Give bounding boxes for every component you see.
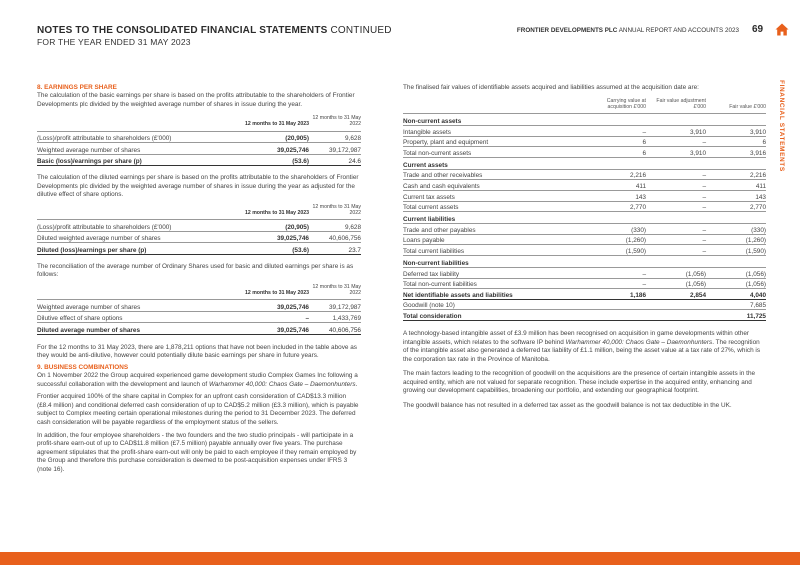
- table-row: Weighted average number of shares 39,025,746 39,172,987: [37, 143, 361, 155]
- col-current-header: 12 months to 31 May 2023: [241, 284, 309, 300]
- col-current-header: 12 months to 31 May 2023: [241, 115, 309, 131]
- page-title: NOTES TO THE CONSOLIDATED FINANCIAL STATEMENTS CONTINUED: [37, 25, 392, 36]
- bc-paragraph-2: Frontier acquired 100% of the share capital in Complex for an upfront cash consideration of CAD$13.3 million (£8.4 million) and conditional deferred cash consideration of up to CAD$5.2 million (£3.3 million), which is payable subject to Complex meeting certain operational milestones during the period to 31 December 2023. The deferred cash consideration will be payable regardless of the employment status of the sellers.: [37, 393, 359, 427]
- table-row: Property, plant and equipment 6 – 6: [403, 136, 766, 147]
- report-name: FRONTIER DEVELOPMENTS PLC ANNUAL REPORT AND ACCOUNTS 2023: [516, 27, 739, 34]
- col-adjust-header: Fair value adjustment £'000: [646, 98, 706, 114]
- table-row: Total current assets 2,770 – 2,770: [403, 201, 766, 212]
- left-column: [37, 84, 361, 475]
- section-side-label[interactable]: FINANCIAL STATEMENTS: [778, 80, 785, 172]
- table-row: Total consideration 11,725: [403, 310, 766, 321]
- eps-intro: The calculation of the basic earnings per share is based on the profits attributable to the shareholders of Frontier Developments plc divided by the weighted average number of shares in issue during the year.: [37, 92, 355, 108]
- col-prior-header: 12 months to 31 May 2022: [309, 204, 361, 220]
- table-row: Cash and cash equivalents 411 – 411: [403, 180, 766, 191]
- diluted-eps-table: [37, 204, 361, 255]
- page-number: 69: [752, 24, 764, 35]
- goodwill-tax-paragraph: The goodwill balance has not resulted in a deferred tax asset as the goodwill balance is not tax deductible in the UK.: [403, 402, 732, 410]
- table-section-header: Non-current assets: [403, 114, 766, 126]
- diluted-intro: The calculation of the diluted earnings per share is based on the profits attributable to the shareholders of Frontier Developments plc divided by the weighted average number of shares in issue during the year as adjusted for the dilutive effect of share options.: [37, 174, 359, 199]
- table-row: Goodwill (note 10) 7,685: [403, 299, 766, 310]
- col-current-header: 12 months to 31 May 2023: [241, 204, 309, 220]
- options-note: For the 12 months to 31 May 2023, there are 1,878,211 options that have not been included in the table above as they would be anti-dilutive, however could potentially dilute basic earnings per share in future years.: [37, 343, 357, 360]
- table-row: Deferred tax liability – (1,056) (1,056): [403, 267, 766, 278]
- table-row: Net identifiable assets and liabilities 1,186 2,854 4,040: [403, 289, 766, 300]
- basic-eps-table: [37, 115, 361, 166]
- col-prior-header: 12 months to 31 May 2022: [309, 115, 361, 131]
- table-row: Diluted average number of shares 39,025,746 40,606,756: [37, 323, 361, 335]
- table-row: Intangible assets – 3,910 3,910: [403, 126, 766, 137]
- business-combinations-heading: 9. BUSINESS COMBINATIONS: [37, 364, 129, 372]
- table-row: (Loss)/profit attributable to shareholders (£'000) (20,905) 9,628: [37, 131, 361, 143]
- table-row: Trade and other payables (330) – (330): [403, 224, 766, 235]
- table-row: (Loss)/profit attributable to shareholders (£'000) (20,905) 9,628: [37, 220, 361, 232]
- table-section-header: Non-current liabilities: [403, 255, 766, 267]
- table-row: Current tax assets 143 – 143: [403, 190, 766, 201]
- table-section-header: Current assets: [403, 157, 766, 169]
- table-row: Total non-current assets 6 3,910 3,916: [403, 147, 766, 158]
- fair-value-rows: [403, 114, 766, 321]
- table-row: Total non-current liabilities – (1,056) (1,056): [403, 278, 766, 289]
- table-row: Basic (loss)/earnings per share (p) (53.6) 24.6: [37, 154, 361, 166]
- eps-heading: 8. EARNINGS PER SHARE: [37, 84, 117, 91]
- fair-value-table: [403, 98, 766, 321]
- recon-intro: The reconciliation of the average number of Ordinary Shares used for basic and diluted earnings per share is as follows:: [37, 262, 354, 279]
- table-row: Weighted average number of shares 39,025,746 39,172,987: [37, 300, 361, 312]
- bc-paragraph-1: On 1 November 2022 the Group acquired experienced game development studio Complex Games Inc following a successful collaboration with the development and launch of Warhammer 40,000: Chaos Gate – Daemonhunters.: [37, 372, 358, 388]
- col-prior-header: 12 months to 31 May 2022: [309, 284, 361, 300]
- intangible-paragraph: A technology-based intangible asset of £3.9 million has been recognised on acquisition in game developments within other intangible assets, which relates to the software IP behind Warhammer 40,000: Chaos Gate – Daemonhunters. The recognition of the intangible asset also generated a deferred tax liability of £1.1 million, being the asset value at a tax rate of 27%, which is the corporation tax rate in the Province of Manitoba.: [403, 329, 761, 363]
- fair-value-intro: The finalised fair values of identifiable assets acquired and liabilities assumed at the acquisition date are:: [403, 84, 699, 91]
- recon-table: [37, 284, 361, 335]
- footer-accent-bar: [0, 552, 800, 565]
- table-row: Trade and other receivables 2,216 – 2,216: [403, 169, 766, 180]
- page-subtitle: FOR THE YEAR ENDED 31 MAY 2023: [37, 37, 191, 47]
- table-row: Diluted (loss)/earnings per share (p) (53.6) 23.7: [37, 243, 361, 255]
- table-row: Dilutive effect of share options – 1,433,769: [37, 311, 361, 323]
- col-fair-header: Fair value £'000: [706, 98, 766, 114]
- table-row: Loans payable (1,260) – (1,260): [403, 234, 766, 245]
- home-icon[interactable]: [775, 23, 789, 36]
- table-section-header: Current liabilities: [403, 212, 766, 224]
- goodwill-factors-paragraph: The main factors leading to the recognition of goodwill on the acquisitions are the presence of certain intangible assets in the acquired entity, which are not valued for separate recognition. These include expertise in the acquired entity, enhancing and growing our development capabilities, broadening our portfolio, and extending our geographical footprint.: [403, 370, 756, 395]
- table-row: Total current liabilities (1,590) – (1,590): [403, 245, 766, 256]
- right-column: [403, 84, 766, 411]
- bc-paragraph-3: In addition, the four employee shareholders - the two founders and the two studio principals - will participate in a profit-share earn-out of up to CAD$11.8 million (£7.5 million) payable annually over five years. The purchase agreement stipulates that the profit-share earn-out will only be paid to each employee if they remain employed by the Group and therefore this purchase consideration is deemed to be post-acquisition expenses under IFRS 3 (note 16).: [37, 431, 357, 473]
- table-row: Diluted weighted average number of shares 39,025,746 40,606,756: [37, 231, 361, 243]
- col-carrying-header: Carrying value at acquisition £'000: [586, 98, 646, 114]
